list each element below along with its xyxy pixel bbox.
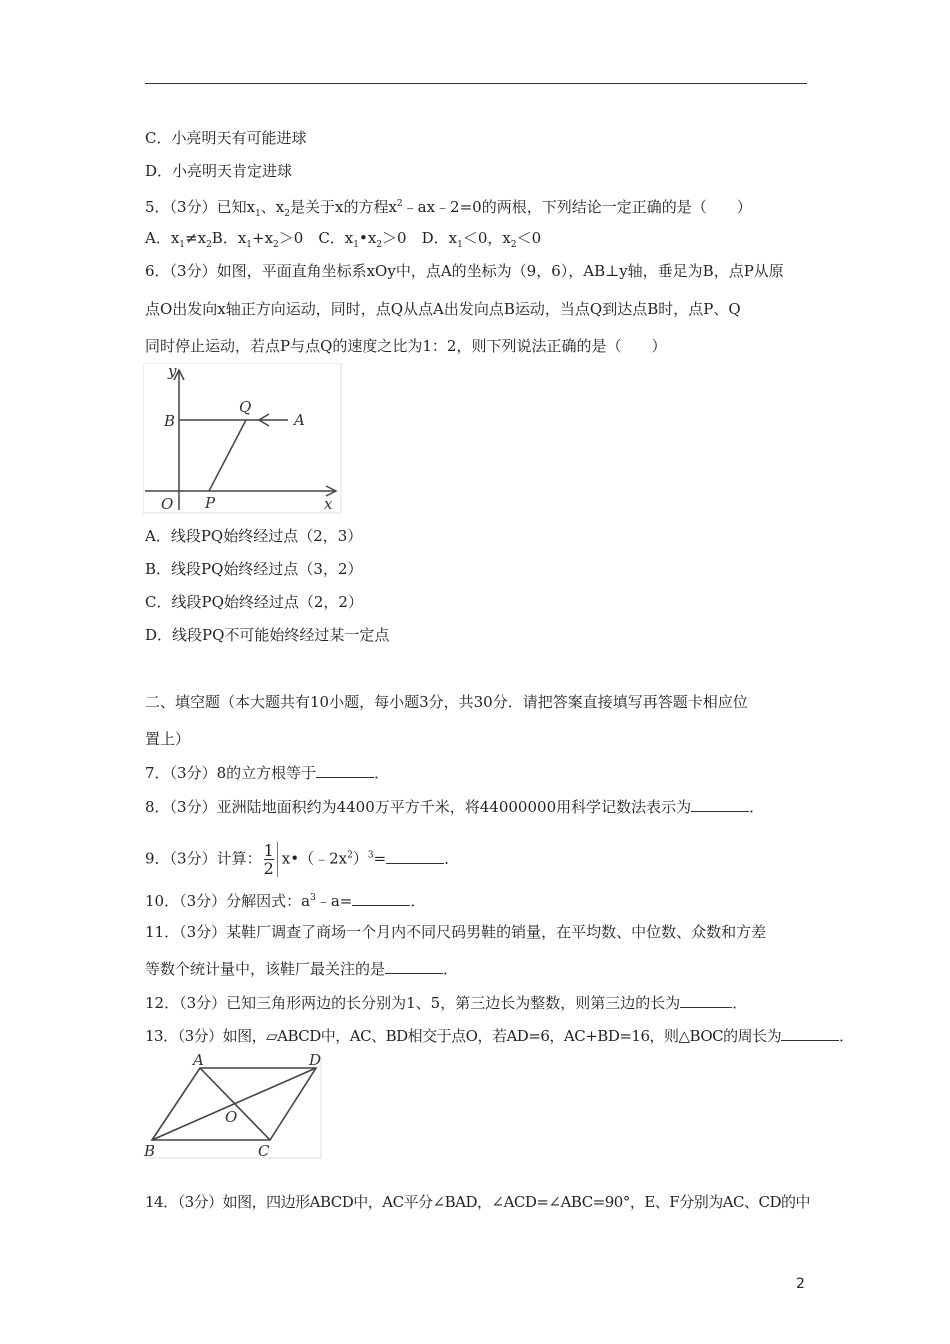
q11-line1: 11．（3分）某鞋厂调查了商场一个月内不同尺码男鞋的销量，在平均数、中位数、众数和方差 — [145, 923, 767, 941]
page-number: 2 — [796, 1276, 805, 1292]
q8: 8．（3分）亚洲陆地面积约为4400万平方千米，将44000000用科学记数法表示为 ． — [145, 798, 765, 816]
label-b: B — [164, 412, 176, 430]
q6-option-d: D．线段PQ不可能始终经过某一定点 — [145, 626, 390, 644]
q12: 12．（3分）已知三角形两边的长分别为1、5，第三边长为整数，则第三边的长为 ． — [145, 994, 748, 1012]
label-x: x — [324, 495, 333, 513]
label-o: O — [225, 1108, 238, 1126]
q5-options: A．$x_1\ne x_2B$．$x_1+x_2>0$ C．$x_1•x_2>0$ D．$x_1<0$，$x_2<0$ — [145, 229, 542, 250]
q13-parallelogram-figure — [143, 1052, 325, 1160]
q12-answer-blank[interactable] — [680, 1007, 732, 1008]
label-o: O — [161, 495, 174, 513]
label-b: B — [144, 1142, 156, 1160]
q9: 9．（3分）计算： $\frac{1}{2}$ $x•(﹣2x^2)^3=$ ． — [145, 841, 460, 878]
q10: 10．（3分）分解因式：$a^3﹣a=$ ． — [145, 892, 426, 910]
section2-heading-line2: 置上） — [145, 730, 191, 748]
q9-fraction: $\frac{1}{2}$ — [264, 842, 278, 877]
q6-option-a: A．线段PQ始终经过点（2，3） — [145, 527, 363, 545]
label-c: C — [258, 1142, 270, 1160]
q8-answer-blank[interactable] — [691, 811, 749, 812]
q4-option-d: D．小亮明天肯定进球 — [145, 162, 293, 180]
label-q: Q — [239, 398, 252, 416]
q14-line1: 14．（3分）如图，四边形ABCD中，AC平分∠BAD，∠ACD=∠ABC=90°，E、F分别为AC、CD的中 — [145, 1193, 811, 1211]
q7: 7．（3分）8的立方根等于 ． — [145, 764, 390, 782]
q10-answer-blank[interactable] — [352, 905, 410, 906]
label-a: A — [193, 1052, 204, 1069]
q6-stem-line1: 6．（3分）如图，平面直角坐标系xOy中，点A的坐标为（9，6），AB⊥y轴，垂足为B，点P从原 — [145, 262, 784, 280]
section2-heading-line1: 二、填空题（本大题共有10小题，每小题3分，共30分．请把答案直接填写再答题卡相应位 — [145, 693, 748, 711]
label-a: A — [294, 411, 305, 429]
q7-answer-blank[interactable] — [316, 777, 374, 778]
q9-answer-blank[interactable] — [386, 863, 444, 864]
q6-stem-line3: 同时停止运动，若点P与点Q的速度之比为1：2，则下列说法正确的是（ ） — [145, 337, 667, 355]
q5-stem: 5．（3分）已知$x_1$、$x_2$是关于x的方程$x^2﹣ax﹣2=0$的两根，下列结论一定正确的是（ ） — [145, 198, 752, 219]
q11-line2: 等数个统计量中，该鞋厂最关注的是 ． — [145, 960, 459, 978]
label-d: D — [309, 1052, 322, 1069]
label-y: y — [168, 363, 177, 380]
q11-answer-blank[interactable] — [385, 973, 443, 974]
q6-coordinate-figure — [143, 363, 343, 515]
header-rule — [145, 83, 807, 84]
q4-option-c: C．小亮明天有可能进球 — [145, 129, 307, 147]
q6-option-c: C．线段PQ始终经过点（2，2） — [145, 593, 363, 611]
label-p: P — [205, 494, 216, 512]
q6-option-b: B．线段PQ始终经过点（3，2） — [145, 560, 363, 578]
q6-stem-line2: 点O出发向x轴正方向运动，同时，点Q从点A出发向点B运动，当点Q到达点B时，点P、Q — [145, 300, 741, 318]
q13: 13．（3分）如图，▱ABCD中，AC、BD相交于点O，若AD=6，AC+BD=16，则△BOC的周长为 ． — [145, 1027, 854, 1045]
segment-pq — [209, 420, 246, 491]
q13-answer-blank[interactable] — [781, 1040, 839, 1041]
